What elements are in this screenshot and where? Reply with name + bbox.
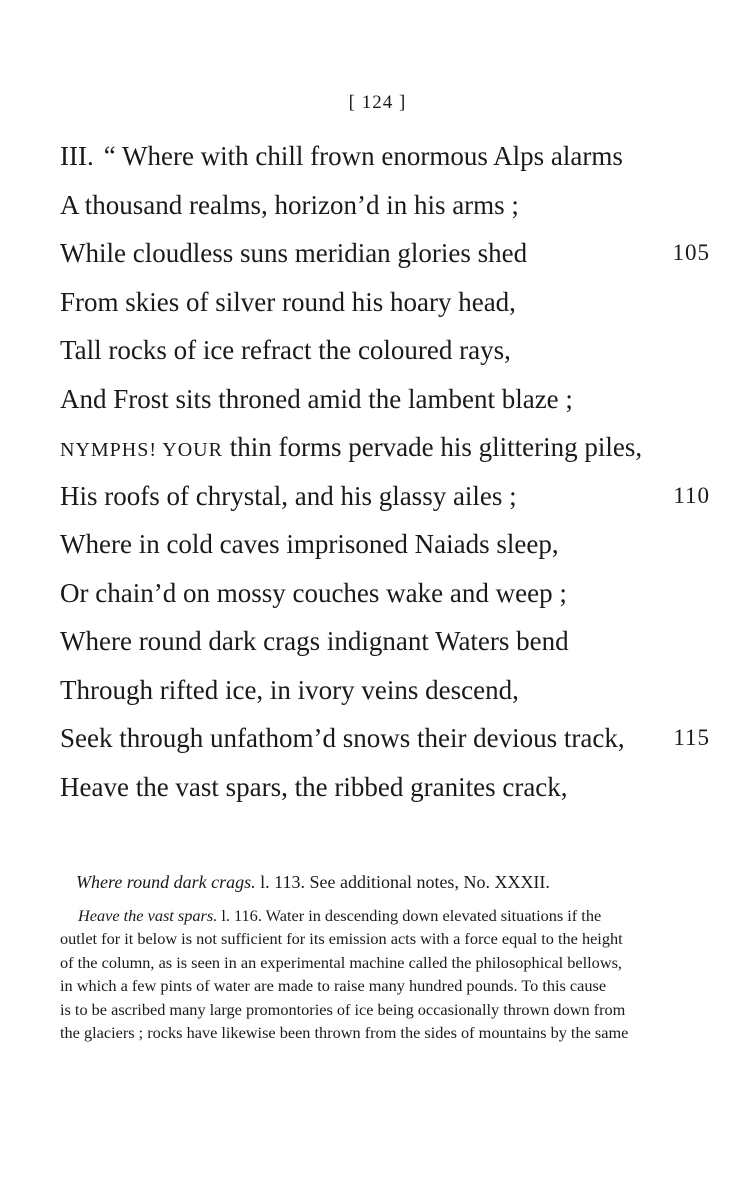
verse-line-text: “ Where with chill frown enormous Alps alarms — [103, 141, 623, 171]
verse-line — [60, 330, 710, 379]
verse-line-text: From skies of silver round his hoary head, — [60, 286, 516, 317]
footnote-line: of the column, as is seen in an experimental machine called the philosophical bellows, — [60, 952, 622, 972]
verse-line — [60, 282, 710, 331]
verse-line — [60, 670, 710, 719]
footnote-line: in which a few pints of water are made to raise many hundred pounds. To this cause — [60, 976, 607, 996]
verse-line — [60, 767, 710, 816]
verse-block — [60, 136, 710, 815]
verse-line-text: A thousand realms, horizon’d in his arms ; — [60, 189, 519, 220]
verse-line — [60, 573, 710, 622]
verse-line — [60, 185, 710, 234]
verse-line-text: Or chain’d on mossy couches wake and weep ; — [60, 577, 567, 608]
verse-line — [60, 718, 710, 767]
verse-line-text: Seek through unfathom’d snows their devious track, — [60, 723, 625, 753]
footnote-line: outlet for it below is not sufficient for its emission acts with a force equal to the height — [60, 929, 623, 949]
line-number: 105 — [672, 240, 710, 265]
small-caps-text: NYMPHS! YOUR — [60, 439, 223, 461]
verse-line-text: Heave the vast spars, the ribbed granites crack, — [60, 771, 568, 802]
verse-line — [60, 379, 710, 428]
verse-line-text: While cloudless suns meridian glories shed — [60, 238, 528, 268]
verse-line — [60, 427, 710, 476]
line-number: 115 — [673, 725, 710, 750]
verse-line-text: Tall rocks of ice refract the coloured rays, — [60, 335, 511, 365]
page-number: [ 124 ] — [348, 92, 407, 113]
footnote-text: l. 113. See additional notes, No. XXXII. — [255, 872, 550, 892]
footnote-reference: Where round dark crags. — [76, 872, 256, 892]
verse-line-text: His roofs of chrystal, and his glassy ailes ; — [60, 480, 517, 511]
verse-line — [60, 524, 710, 573]
verse-line-text: And Frost sits throned amid the lambent blaze ; — [60, 383, 573, 414]
footnote-spars — [60, 904, 705, 1044]
verse-line — [60, 621, 710, 670]
footnote-line: the glaciers ; rocks have likewise been thrown from the sides of mountains by the same — [60, 1023, 629, 1043]
verse-line-text: thin forms pervade his glittering piles, — [222, 432, 643, 462]
verse-line — [60, 233, 710, 282]
verse-line — [60, 476, 710, 525]
verse-line — [60, 136, 710, 185]
footnote-line: is to be ascribed many large promontories of ice being occasionally thrown down from — [60, 999, 626, 1019]
footnote-reference: Heave the vast spars. — [78, 906, 218, 925]
verse-line-text: Through rifted ice, in ivory veins descend, — [60, 674, 519, 705]
footnote-line — [60, 904, 705, 927]
stanza-label: III. — [60, 141, 94, 171]
footnote-crags — [76, 872, 696, 893]
verse-line-text: Where in cold caves imprisoned Naiads sleep, — [60, 529, 559, 559]
line-number: 110 — [673, 482, 710, 508]
footnote-text: l. 116. Water in descending down elevated situations if the — [217, 906, 602, 925]
verse-line-text: Where round dark crags indignant Waters bend — [60, 626, 569, 656]
